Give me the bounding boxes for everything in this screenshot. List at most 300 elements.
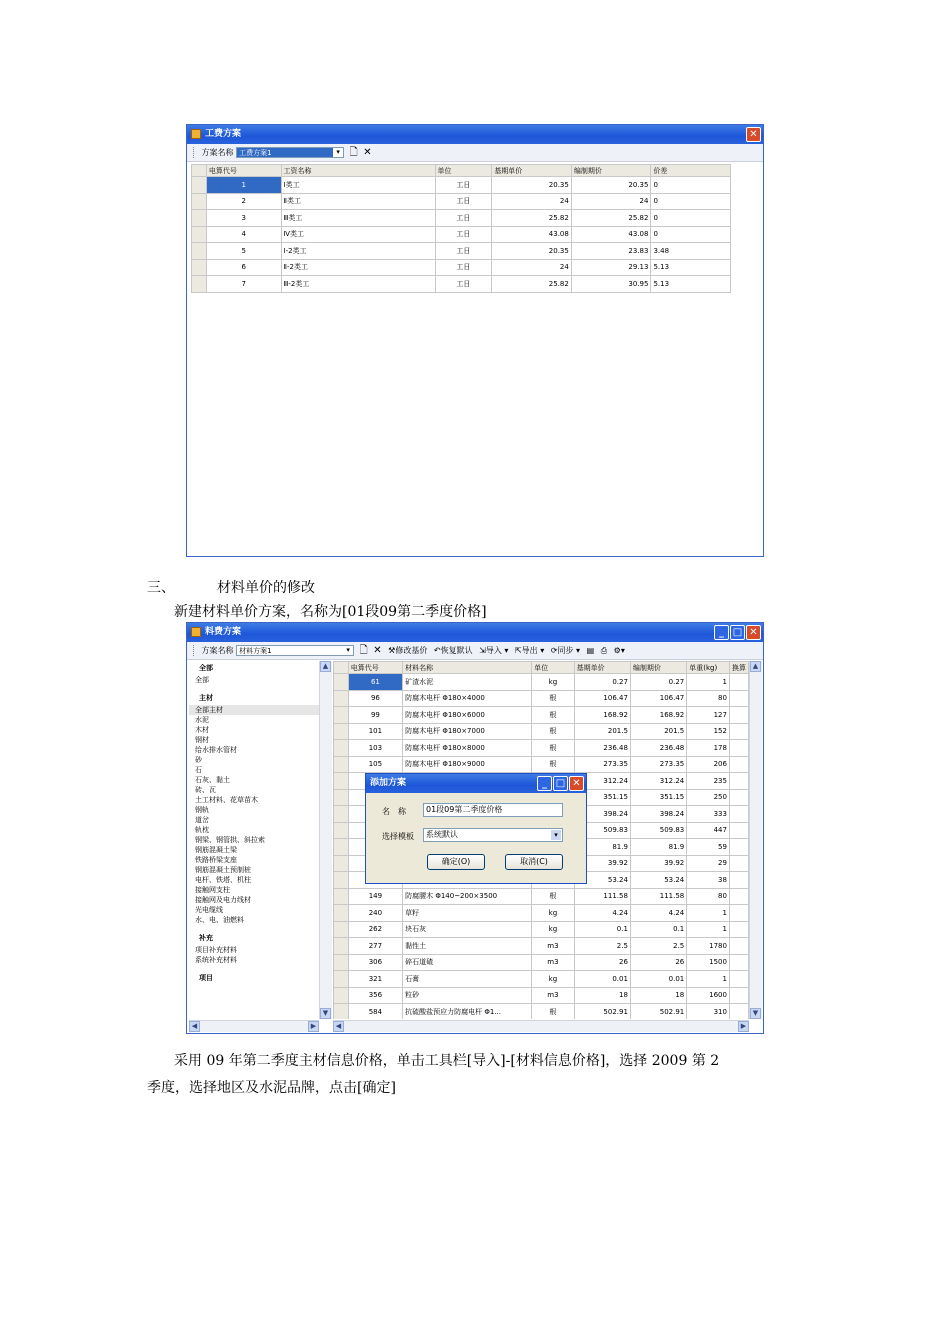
row-header[interactable] [334, 756, 349, 773]
sidebar-item[interactable]: 钢筋混凝土预制桩 [195, 866, 251, 874]
table-cell[interactable]: kg [532, 971, 574, 988]
cancel-button[interactable]: 取消(C) [505, 854, 563, 870]
table-cell[interactable]: 防腐木电杆 Φ180×7000 [403, 723, 532, 740]
col-header[interactable]: 单位 [532, 662, 574, 674]
app-icon [191, 129, 201, 139]
table-cell[interactable]: Ⅳ类工 [281, 226, 435, 243]
table-cell[interactable]: 351.15 [630, 789, 686, 806]
table-cell[interactable]: Ⅰ-2类工 [281, 243, 435, 260]
table-cell[interactable]: 工日 [435, 243, 492, 260]
row-header[interactable] [334, 905, 349, 922]
table-cell[interactable]: 0 [651, 177, 731, 194]
table-cell[interactable]: 61 [348, 674, 402, 691]
table-row[interactable] [192, 259, 731, 276]
table-cell[interactable]: 250 [687, 789, 730, 806]
table-cell[interactable]: 4.24 [574, 905, 630, 922]
table-row[interactable] [334, 938, 749, 955]
col-header[interactable]: 工资名称 [281, 165, 435, 177]
export-button[interactable]: ⇱导出 ▾ [514, 646, 545, 655]
template-label: 选择模板 [382, 832, 414, 841]
row-header[interactable] [334, 1004, 349, 1020]
sidebar-item[interactable]: 钢梁、钢管拱、斜拉索 [195, 836, 265, 844]
row-header[interactable] [192, 259, 207, 276]
table-cell[interactable]: 262 [348, 921, 402, 938]
table-cell[interactable]: 0 [651, 210, 731, 227]
table-cell[interactable]: 398.24 [574, 806, 630, 823]
table-cell[interactable]: 277 [348, 938, 402, 955]
table-cell[interactable]: 0.01 [630, 971, 686, 988]
table-cell[interactable]: 24 [571, 193, 651, 210]
row-header[interactable] [334, 921, 349, 938]
table-cell[interactable]: 502.91 [574, 1004, 630, 1020]
table-cell[interactable] [729, 822, 748, 839]
row-header[interactable] [192, 210, 207, 227]
table-cell[interactable]: 碎石道碴 [403, 954, 532, 971]
table-cell[interactable] [729, 806, 748, 823]
import-button[interactable]: ⇲导入 ▾ [479, 646, 509, 655]
table-cell[interactable]: 447 [687, 822, 730, 839]
table-cell[interactable]: 24 [492, 193, 572, 210]
col-header[interactable]: 换算 [729, 662, 748, 674]
row-header[interactable] [334, 954, 349, 971]
table-cell[interactable]: Ⅲ-2类工 [281, 276, 435, 293]
table-cell[interactable]: 310 [687, 1004, 730, 1020]
sidebar-item[interactable]: 系统补充材料 [195, 956, 237, 964]
table-cell[interactable]: 29 [687, 855, 730, 872]
table-cell[interactable]: 240 [348, 905, 402, 922]
table-cell[interactable]: 111.58 [574, 888, 630, 905]
scroll-down-icon[interactable]: ▼ [750, 1008, 761, 1019]
table-row[interactable] [192, 226, 731, 243]
table-cell[interactable]: 0.27 [630, 674, 686, 691]
sidebar-section-header[interactable]: 补充 [189, 931, 319, 945]
table-cell[interactable] [729, 905, 748, 922]
table-cell[interactable]: 黏性土 [403, 938, 532, 955]
row-header[interactable] [334, 707, 349, 724]
scroll-up-icon[interactable]: ▲ [320, 661, 331, 672]
table-cell[interactable]: 81.9 [574, 839, 630, 856]
sidebar-item[interactable]: 砖、瓦 [195, 786, 216, 794]
table-cell[interactable] [729, 674, 748, 691]
sidebar-item[interactable]: 水、电、油燃料 [195, 916, 244, 924]
table-cell[interactable]: 18 [574, 987, 630, 1004]
table-cell[interactable]: 168.92 [574, 707, 630, 724]
row-header[interactable] [334, 806, 349, 823]
table-row[interactable] [192, 193, 731, 210]
table-cell[interactable]: 1 [687, 905, 730, 922]
table-row[interactable] [192, 210, 731, 227]
table-cell[interactable]: 1 [687, 921, 730, 938]
table-cell[interactable]: kg [532, 921, 574, 938]
table-cell[interactable]: 235 [687, 773, 730, 790]
table-cell[interactable]: 2.5 [574, 938, 630, 955]
table-cell[interactable]: 43.08 [571, 226, 651, 243]
sidebar-item[interactable]: 给水排水管材 [195, 746, 237, 754]
table-cell[interactable]: 103 [348, 740, 402, 757]
table-cell[interactable]: 2 [206, 193, 281, 210]
table-cell[interactable]: 1 [687, 674, 730, 691]
table-cell[interactable]: 25.82 [492, 210, 572, 227]
table-cell[interactable]: 5.13 [651, 276, 731, 293]
row-header[interactable] [192, 193, 207, 210]
table-row[interactable] [334, 921, 749, 938]
table-cell[interactable]: 127 [687, 707, 730, 724]
restore-default-button[interactable] [434, 642, 473, 659]
col-header[interactable]: 电算代号 [348, 662, 402, 674]
sidebar-item[interactable]: 全部 [195, 676, 209, 684]
col-header[interactable]: 基期单价 [492, 165, 572, 177]
table-cell[interactable] [729, 872, 748, 889]
sidebar-item[interactable]: 轨枕 [195, 826, 209, 834]
table-cell[interactable] [729, 740, 748, 757]
sidebar-item[interactable]: 铁路桥梁支座 [195, 856, 237, 864]
col-header[interactable]: 编制期价 [630, 662, 686, 674]
table-cell[interactable]: 43.08 [492, 226, 572, 243]
col-header[interactable]: 电算代号 [206, 165, 281, 177]
table-cell[interactable]: 26 [574, 954, 630, 971]
table-cell[interactable]: 321 [348, 971, 402, 988]
modify-base-button[interactable] [388, 642, 427, 659]
sidebar-section-header[interactable]: 全部 [189, 661, 319, 675]
table-cell[interactable]: 356 [348, 987, 402, 1004]
table-cell[interactable] [729, 789, 748, 806]
maximize-button[interactable]: □ [553, 776, 568, 791]
table-cell[interactable]: 5.13 [651, 259, 731, 276]
table-cell[interactable]: 18 [630, 987, 686, 1004]
table-cell[interactable]: 24 [492, 259, 572, 276]
table-cell[interactable]: kg [532, 674, 574, 691]
table-cell[interactable]: 7 [206, 276, 281, 293]
table-cell[interactable]: Ⅲ类工 [281, 210, 435, 227]
sidebar-item[interactable]: 道岔 [195, 816, 209, 824]
table-cell[interactable]: 206 [687, 756, 730, 773]
table-cell[interactable]: 20.35 [571, 177, 651, 194]
row-header[interactable] [334, 690, 349, 707]
table-cell[interactable]: 38 [687, 872, 730, 889]
sidebar-item[interactable]: 项目补充材料 [195, 946, 237, 954]
table-cell[interactable] [729, 773, 748, 790]
table-cell[interactable] [729, 707, 748, 724]
table-cell[interactable]: 工日 [435, 177, 492, 194]
sidebar-hscrollbar[interactable] [189, 1020, 319, 1032]
table-cell[interactable]: 0 [651, 226, 731, 243]
table-cell[interactable]: 防腐木电杆 Φ180×4000 [403, 690, 532, 707]
sidebar-item[interactable]: 接触网及电力线材 [195, 896, 251, 904]
name-input[interactable]: 01段09第二季度价格 [423, 803, 563, 817]
scroll-right-icon[interactable]: ▶ [308, 1021, 319, 1032]
table-cell[interactable]: 53.24 [574, 872, 630, 889]
table-cell[interactable]: 26 [630, 954, 686, 971]
table-cell[interactable]: 1600 [687, 987, 730, 1004]
table-cell[interactable]: 根 [532, 740, 574, 757]
table-cell[interactable]: 273.35 [574, 756, 630, 773]
sidebar-item[interactable]: 光电缆线 [195, 906, 223, 914]
tools-dropdown-icon[interactable]: ⚙▾ [613, 646, 625, 655]
table-cell[interactable]: 101 [348, 723, 402, 740]
sidebar-section-header[interactable]: 主材 [189, 691, 319, 705]
table-cell[interactable]: 石膏 [403, 971, 532, 988]
sidebar-scrollbar[interactable] [319, 661, 332, 1019]
table-row[interactable] [334, 905, 749, 922]
new-document-icon[interactable]: 🗋 [359, 645, 368, 656]
table-cell[interactable]: 59 [687, 839, 730, 856]
table-row[interactable] [334, 674, 749, 691]
table-row[interactable] [334, 888, 749, 905]
table-cell[interactable]: 236.48 [630, 740, 686, 757]
table-cell[interactable]: 351.15 [574, 789, 630, 806]
row-header[interactable] [192, 276, 207, 293]
table-cell[interactable]: 2.5 [630, 938, 686, 955]
table-cell[interactable]: 0.1 [630, 921, 686, 938]
col-header[interactable]: 单位 [435, 165, 492, 177]
sidebar-item[interactable]: 钢轨 [195, 806, 209, 814]
table-cell[interactable] [729, 954, 748, 971]
table-cell[interactable] [729, 839, 748, 856]
table-cell[interactable]: 25.82 [492, 276, 572, 293]
table-cell[interactable]: 312.24 [630, 773, 686, 790]
minimize-button[interactable]: _ [714, 625, 729, 640]
minimize-button[interactable]: _ [537, 776, 552, 791]
table-cell[interactable]: 312.24 [574, 773, 630, 790]
sync-button[interactable]: ⟳同步 ▾ [550, 646, 581, 655]
table-cell[interactable]: 80 [687, 888, 730, 905]
table-cell[interactable]: 6 [206, 259, 281, 276]
table-cell[interactable]: 502.91 [630, 1004, 686, 1020]
table-cell[interactable]: 抗硫酸盐预应力防腐电杆 Φ1... [403, 1004, 532, 1020]
ok-button[interactable]: 确定(O) [427, 854, 485, 870]
table-cell[interactable]: 509.83 [574, 822, 630, 839]
table-row[interactable] [192, 243, 731, 260]
sidebar-item[interactable]: 木材 [195, 726, 209, 734]
table-cell[interactable]: 1780 [687, 938, 730, 955]
preview-icon[interactable]: ▤ [586, 646, 595, 655]
print-icon[interactable]: ⎙ [600, 646, 608, 655]
table-cell[interactable]: 29.13 [571, 259, 651, 276]
table-cell[interactable] [729, 756, 748, 773]
table-cell[interactable]: 53.24 [630, 872, 686, 889]
close-button[interactable]: ✕ [569, 776, 584, 791]
table-row[interactable] [334, 1004, 749, 1020]
table-cell[interactable] [729, 987, 748, 1004]
row-header[interactable] [334, 740, 349, 757]
col-header[interactable]: 价差 [651, 165, 731, 177]
scroll-down-icon[interactable]: ▼ [320, 1008, 331, 1019]
table-cell[interactable]: 105 [348, 756, 402, 773]
table-cell[interactable] [729, 971, 748, 988]
table-cell[interactable]: 粒砂 [403, 987, 532, 1004]
sidebar-item[interactable]: 电杆、铁塔、机柱 [195, 876, 251, 884]
table-row[interactable] [334, 723, 749, 740]
table-cell[interactable] [729, 938, 748, 955]
table-cell[interactable]: 23.83 [571, 243, 651, 260]
table-cell[interactable]: 工日 [435, 193, 492, 210]
table-cell[interactable]: 工日 [435, 276, 492, 293]
table-cell[interactable]: 工日 [435, 259, 492, 276]
table-cell[interactable]: 根 [532, 1004, 574, 1020]
table-cell[interactable]: 39.92 [630, 855, 686, 872]
sidebar-item[interactable]: 钢筋混凝土梁 [195, 846, 237, 854]
plan-name-select[interactable] [236, 147, 344, 158]
table-cell[interactable]: Ⅱ类工 [281, 193, 435, 210]
table-cell[interactable]: 25.82 [571, 210, 651, 227]
table-row[interactable] [334, 707, 749, 724]
table-cell[interactable]: 防腐腰木 Φ140~200×3500 [403, 888, 532, 905]
delete-icon[interactable]: ✕ [373, 645, 382, 656]
table-cell[interactable]: 1500 [687, 954, 730, 971]
table-cell[interactable] [729, 690, 748, 707]
table-cell[interactable]: Ⅰ类工 [281, 177, 435, 194]
table-cell[interactable]: m3 [532, 938, 574, 955]
row-header[interactable] [334, 987, 349, 1004]
table-cell[interactable]: 168.92 [630, 707, 686, 724]
table-cell[interactable]: 201.5 [574, 723, 630, 740]
table-cell[interactable]: 509.83 [630, 822, 686, 839]
table-row[interactable] [334, 954, 749, 971]
template-select[interactable] [423, 828, 563, 842]
grid-hscrollbar[interactable] [333, 1020, 749, 1032]
table-cell[interactable]: 4.24 [630, 905, 686, 922]
table-cell[interactable]: 236.48 [574, 740, 630, 757]
table-cell[interactable]: 4 [206, 226, 281, 243]
table-cell[interactable]: 草籽 [403, 905, 532, 922]
delete-icon[interactable]: ✕ [363, 147, 372, 158]
table-cell[interactable]: 工日 [435, 226, 492, 243]
row-header[interactable] [334, 971, 349, 988]
table-cell[interactable]: 111.58 [630, 888, 686, 905]
col-header[interactable]: 单重(kg) [687, 662, 730, 674]
table-cell[interactable]: 工日 [435, 210, 492, 227]
scroll-up-icon[interactable]: ▲ [750, 661, 761, 672]
sidebar-item[interactable]: 接触网支柱 [195, 886, 230, 894]
col-header[interactable]: 材料名称 [403, 662, 532, 674]
table-cell[interactable]: 防腐木电杆 Φ180×8000 [403, 740, 532, 757]
table-cell[interactable]: 106.47 [630, 690, 686, 707]
table-cell[interactable]: 5 [206, 243, 281, 260]
table-row[interactable] [334, 740, 749, 757]
table-row[interactable] [192, 276, 731, 293]
table-cell[interactable]: 根 [532, 690, 574, 707]
table-cell[interactable]: 30.95 [571, 276, 651, 293]
table-cell[interactable]: 根 [532, 723, 574, 740]
table-cell[interactable]: m3 [532, 987, 574, 1004]
row-header[interactable] [334, 839, 349, 856]
sidebar-section-header[interactable]: 项目 [189, 971, 319, 985]
sidebar-item[interactable]: 石灰、黏土 [195, 776, 230, 784]
table-cell[interactable]: 3.48 [651, 243, 731, 260]
table-cell[interactable]: 201.5 [630, 723, 686, 740]
table-row[interactable] [334, 971, 749, 988]
scroll-left-icon[interactable]: ◀ [189, 1021, 200, 1032]
table-cell[interactable]: 0.01 [574, 971, 630, 988]
table-cell[interactable]: 152 [687, 723, 730, 740]
row-header[interactable] [334, 723, 349, 740]
row-header[interactable] [334, 822, 349, 839]
row-header[interactable] [334, 855, 349, 872]
table-cell[interactable] [729, 855, 748, 872]
table-cell[interactable]: 防腐木电杆 Φ180×9000 [403, 756, 532, 773]
table-cell[interactable]: 398.24 [630, 806, 686, 823]
row-header[interactable] [192, 226, 207, 243]
table-cell[interactable]: 306 [348, 954, 402, 971]
table-cell[interactable] [729, 723, 748, 740]
row-header[interactable] [334, 888, 349, 905]
table-cell[interactable]: 99 [348, 707, 402, 724]
table-cell[interactable]: 39.92 [574, 855, 630, 872]
row-header[interactable] [192, 177, 207, 194]
sidebar-item[interactable]: 砂 [195, 756, 202, 764]
sidebar-item[interactable]: 钢材 [195, 736, 209, 744]
sidebar-item[interactable]: 全部主材 [189, 705, 319, 715]
table-cell[interactable] [729, 888, 748, 905]
table-row[interactable] [334, 756, 749, 773]
table-cell[interactable]: 178 [687, 740, 730, 757]
table-cell[interactable]: 根 [532, 888, 574, 905]
table-cell[interactable]: 149 [348, 888, 402, 905]
col-header[interactable]: 基期单价 [574, 662, 630, 674]
col-header[interactable]: 编制期价 [571, 165, 651, 177]
close-button[interactable]: ✕ [746, 625, 761, 640]
row-header[interactable] [334, 938, 349, 955]
row-header[interactable] [192, 243, 207, 260]
table-cell[interactable]: 273.35 [630, 756, 686, 773]
table-cell[interactable] [729, 1004, 748, 1020]
new-document-icon[interactable]: 🗋 [349, 147, 358, 158]
scroll-left-icon[interactable]: ◀ [333, 1021, 344, 1032]
plan-name-select[interactable] [236, 645, 354, 656]
table-cell[interactable] [729, 921, 748, 938]
table-cell[interactable]: 106.47 [574, 690, 630, 707]
sidebar-item[interactable]: 石 [195, 766, 202, 774]
row-header[interactable] [334, 789, 349, 806]
table-cell[interactable]: 1 [687, 971, 730, 988]
row-header[interactable] [334, 674, 349, 691]
row-header[interactable] [334, 773, 349, 790]
table-row[interactable] [334, 690, 749, 707]
sync-icon: ⟳ [550, 646, 558, 655]
table-cell[interactable]: 根 [532, 707, 574, 724]
sidebar-item[interactable]: 土工材料、花草苗木 [195, 796, 258, 804]
table-cell[interactable]: 20.35 [492, 177, 572, 194]
row-header[interactable] [334, 872, 349, 889]
import-icon: ⇲ [479, 646, 486, 655]
maximize-button[interactable]: □ [730, 625, 745, 640]
table-cell[interactable]: kg [532, 905, 574, 922]
table-row[interactable] [192, 177, 731, 194]
table-cell[interactable]: 矿渣水泥 [403, 674, 532, 691]
table-cell[interactable]: 块石灰 [403, 921, 532, 938]
grid-scrollbar[interactable] [749, 661, 762, 1019]
table-cell[interactable]: 80 [687, 690, 730, 707]
table-cell[interactable]: m3 [532, 954, 574, 971]
table-cell[interactable]: 0.1 [574, 921, 630, 938]
table-cell[interactable]: 584 [348, 1004, 402, 1020]
table-cell[interactable]: 333 [687, 806, 730, 823]
sidebar-item[interactable]: 水泥 [195, 716, 209, 724]
table-cell[interactable]: 3 [206, 210, 281, 227]
table-cell[interactable]: 81.9 [630, 839, 686, 856]
table-cell[interactable]: 1 [206, 177, 281, 194]
table-cell[interactable]: 根 [532, 756, 574, 773]
close-button[interactable]: ✕ [746, 127, 761, 142]
table-cell[interactable]: 防腐木电杆 Φ180×6000 [403, 707, 532, 724]
table-cell[interactable]: 20.35 [492, 243, 572, 260]
table-cell[interactable]: 0 [651, 193, 731, 210]
table-cell[interactable]: 0.27 [574, 674, 630, 691]
table-cell[interactable]: 96 [348, 690, 402, 707]
scroll-right-icon[interactable]: ▶ [738, 1021, 749, 1032]
table-cell[interactable]: Ⅱ-2类工 [281, 259, 435, 276]
table-row[interactable] [334, 987, 749, 1004]
